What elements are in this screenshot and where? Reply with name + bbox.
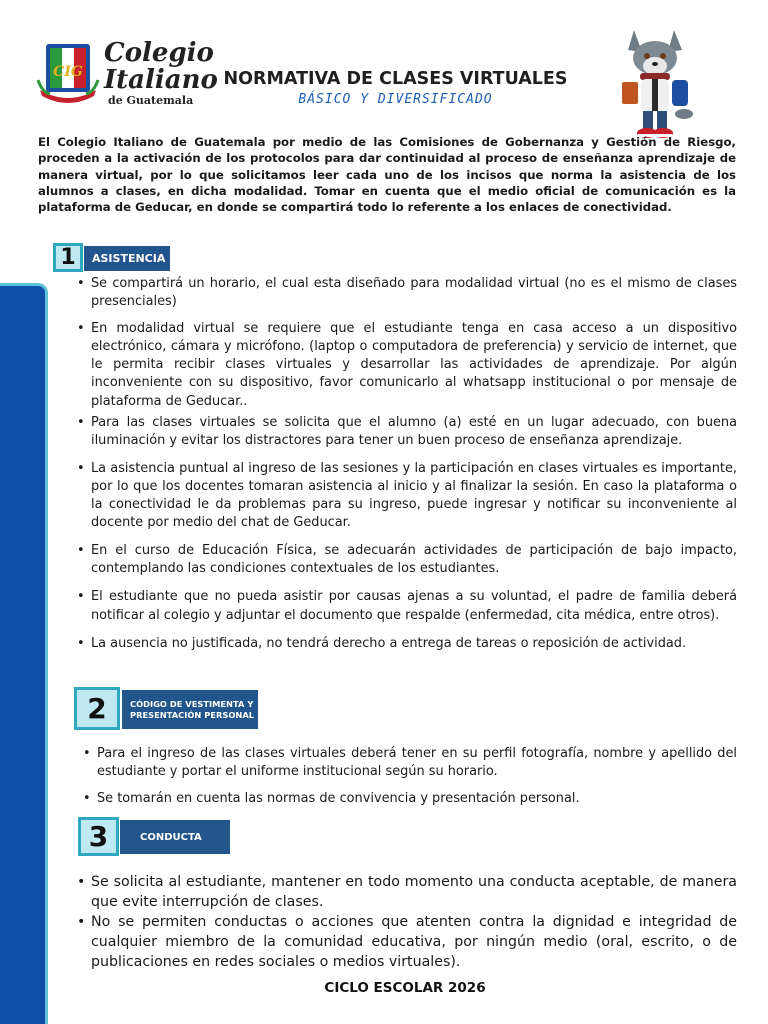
school-year-footer: CICLO ESCOLAR 2026 bbox=[324, 980, 486, 996]
section-label-conducta: CONDUCTA bbox=[120, 820, 230, 854]
list-item: • Para las clases virtuales se solicita que el alumno (a) esté en un lugar adecuado, con buena iluminación y evitar los distractores para tener un buen proceso de enseñanza aprendizaje. bbox=[77, 414, 737, 450]
list-item: • El estudiante que no pueda asistir por causas ajenas a su voluntad, el padre de familia deberá notificar al colegio y adjuntar el documento que respalde (enfermedad, cita médica, entre otros). bbox=[77, 588, 737, 624]
section-number-1: 1 bbox=[53, 243, 83, 272]
page-subtitle: BÁSICO Y DIVERSIFICADO bbox=[298, 92, 493, 107]
conducta-list bbox=[77, 872, 737, 972]
vestimenta-list bbox=[83, 745, 737, 808]
wolf-mascot-icon bbox=[612, 26, 698, 144]
intro-paragraph: El Colegio Italiano de Guatemala por medio de las Comisiones de Gobernanza y Gestión de Riesgo, proceden a la activación de los protocolos para dar continuidad al proceso de enseñanza aprendizaje de manera virtual, por lo que solicitamos leer cada uno de los incisos que norma la asistencia de los alumnos a clases, en dicha modalidad. Tomar en cuenta que el medio oficial de comunicación es la plataforma de Geducar, en donde se compartirá todo lo referente a los enlaces de conectividad. bbox=[38, 135, 736, 215]
asistencia-list bbox=[77, 275, 737, 653]
list-item: • No se permiten conductas o acciones que atenten contra la dignidad e integridad de cualquier miembro de la comunidad educativa, por ningún medio (oral, escrito, o de publicaciones en redes sociales o medios virtuales). bbox=[77, 912, 737, 972]
list-item: • Para el ingreso de las clases virtuales deberá tener en su perfil fotografía, nombre y apellido del estudiante y portar el uniforme institucional según su horario. bbox=[83, 745, 737, 781]
section-label-asistencia: ASISTENCIA bbox=[84, 246, 170, 271]
list-item: • La asistencia puntual al ingreso de las sesiones y la participación en clases virtuales es importante, por lo que los docentes tomaran asistencia al inicio y al finalizar la sesión. En caso la plataforma o la conectividad le da problemas para su ingreso, puede ingresar y notificar su inconveniente al docente por medio del chat de Geducar. bbox=[77, 460, 737, 532]
logo-line-3: de Guatemala bbox=[108, 94, 194, 107]
page-title: NORMATIVA DE CLASES VIRTUALES bbox=[223, 69, 568, 89]
section-number-2: 2 bbox=[74, 687, 120, 730]
svg-text:CIG: CIG bbox=[53, 64, 83, 80]
section-label-line-1: CÓDIGO DE VESTIMENTA Y bbox=[130, 698, 254, 709]
list-item: • Se compartirá un horario, el cual esta diseñado para modalidad virtual (no es el mismo de clases presenciales) bbox=[77, 275, 737, 311]
section-number-3: 3 bbox=[78, 817, 119, 856]
list-item: • Se tomarán en cuenta las normas de convivencia y presentación personal. bbox=[83, 790, 737, 808]
list-item: • La ausencia no justificada, no tendrá derecho a entrega de tareas o reposición de actividad. bbox=[77, 635, 737, 653]
school-crest-icon bbox=[36, 40, 100, 104]
logo-wordmark bbox=[104, 40, 218, 106]
school-logo bbox=[36, 38, 218, 110]
section-label-line-2: PRESENTACIÓN PERSONAL bbox=[130, 709, 255, 720]
logo-line-1: Colegio bbox=[104, 38, 214, 68]
list-item: • Se solicita al estudiante, mantener en todo momento una conducta aceptable, de manera que evite interrupción de clases. bbox=[77, 872, 737, 912]
logo-line-2: Italiano bbox=[104, 65, 218, 95]
list-item: • En modalidad virtual se requiere que el estudiante tenga en casa acceso a un dispositivo electrónico, cámara y micrófono. (laptop o computadora de preferencia) y servicio de internet, que le permita recibir clases virtuales y desarrollar las actividades de aprendizaje. Por algún inconveniente con su dispositivo, favor comunicarlo al whatsapp institucional o por mensaje de plataforma de Geducar.. bbox=[77, 320, 737, 410]
list-item: • En el curso de Educación Física, se adecuarán actividades de participación de bajo impacto, contemplando las condiciones contextuales de los estudiantes. bbox=[77, 542, 737, 578]
left-decorative-band bbox=[0, 283, 48, 1024]
section-label-vestimenta bbox=[122, 690, 258, 729]
